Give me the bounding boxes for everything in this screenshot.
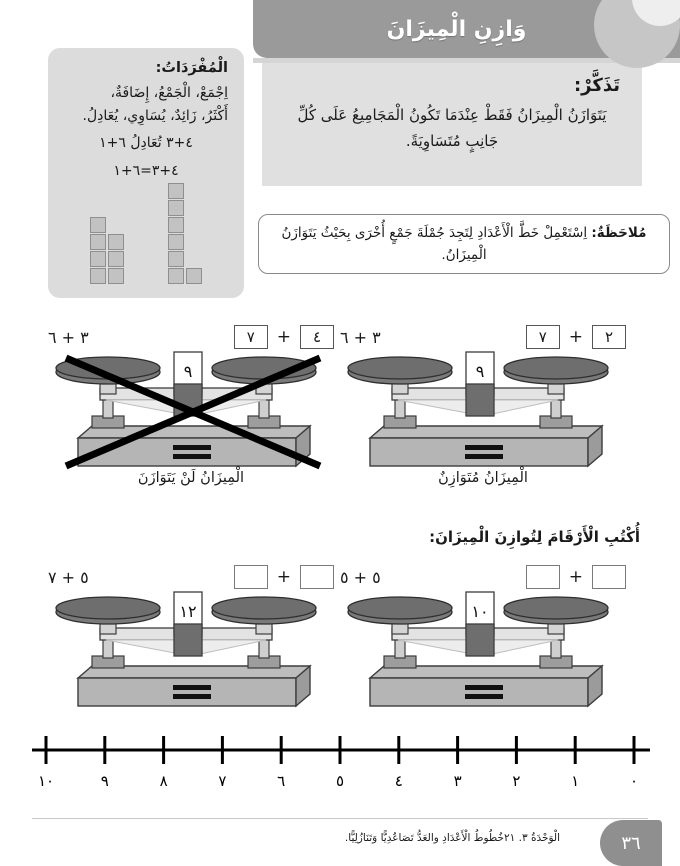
number-line-tick-label: ١ bbox=[571, 772, 580, 790]
balance-scale-drawing bbox=[48, 586, 334, 718]
balance-figure-balanced bbox=[340, 322, 626, 492]
left-addend-a: ٢ bbox=[592, 325, 626, 349]
number-line-tick-label: ٠ bbox=[629, 772, 639, 790]
page-footer bbox=[0, 818, 680, 864]
balance-scale-svg bbox=[48, 586, 334, 714]
number-line-tick-label: ١٠ bbox=[37, 772, 55, 790]
unit-block bbox=[168, 217, 184, 233]
number-line-tick-label: ٩ bbox=[100, 772, 109, 790]
unit-block bbox=[168, 200, 184, 216]
left-addend-b: ٧ bbox=[234, 325, 268, 349]
plus-sign: + bbox=[276, 327, 291, 347]
left-addend-a: ٤ bbox=[300, 325, 334, 349]
balance-scale-drawing bbox=[48, 346, 334, 478]
plus-sign: + bbox=[568, 567, 583, 587]
vocabulary-line-1: اِجْمَعْ، الْجَمْعُ، إِضَافَةٌ، bbox=[110, 85, 228, 101]
number-line-tick-label: ٤ bbox=[394, 772, 403, 790]
unit-block bbox=[168, 251, 184, 267]
vocabulary-title: الْمُفْرَدَاتُ: bbox=[155, 60, 228, 76]
block-group-left bbox=[90, 217, 124, 284]
vocabulary-equation-symbols: ٤+٣=٦+١ bbox=[113, 162, 179, 179]
unit-block bbox=[168, 183, 184, 199]
remember-title: تَذَكَّرْ: bbox=[573, 75, 620, 96]
block-towers bbox=[48, 212, 244, 284]
number-line-tick-label: ٨ bbox=[159, 772, 168, 790]
balance-scale-svg bbox=[48, 346, 334, 474]
unit-block bbox=[90, 268, 106, 284]
unit-block bbox=[90, 217, 106, 233]
number-line-tick-label: ٢ bbox=[512, 772, 521, 790]
page-number-badge: ٣٦ bbox=[600, 820, 662, 866]
unit-block bbox=[168, 268, 184, 284]
right-expression: ٥ + ٥ bbox=[340, 567, 381, 587]
note-text bbox=[273, 223, 655, 266]
scale-pointer-value: ٩ bbox=[475, 362, 485, 381]
page-title: وَازِنِ الْمِيزَانَ bbox=[386, 16, 527, 42]
unit-block bbox=[90, 234, 106, 250]
right-expression: ٥ + ٧ bbox=[48, 567, 89, 587]
note-body: اِسْتَعْمِلْ خَطَّ الْأَعْدَادِ لِتَجِدَ جُمْلَةَ جَمْعٍ أُخْرَى بِحَيْثُ يَتَوَازَنُ الْمِيزَانُ. bbox=[281, 225, 592, 263]
right-expression: ٣ + ٦ bbox=[48, 327, 89, 347]
number-line-tick-label: ٦ bbox=[277, 772, 286, 790]
number-line-tick-label: ٥ bbox=[335, 772, 345, 790]
scale-pointer-value: ٩ bbox=[183, 362, 193, 381]
footer-divider bbox=[32, 818, 648, 819]
left-addend-b: ٧ bbox=[526, 325, 560, 349]
unit-block bbox=[90, 251, 106, 267]
vocabulary-line-2: أَكْثَرُ، زَائِدٌ، يُسَاوِي، يُعَادِلُ. bbox=[82, 108, 228, 125]
vocabulary-equation-words: ٤+٣ تُعَادِلُ ٦+١ bbox=[99, 135, 193, 152]
remember-text: يَتَوَازَنُ الْمِيزَانُ فَقَطْ عِنْدَمَا تَكُونُ الْمَجَامِيعُ عَلَى كُلِّ جَانِبٍ مُتَسَاوِيَةً. bbox=[297, 106, 607, 151]
note-box bbox=[258, 214, 670, 274]
plus-sign: + bbox=[276, 567, 291, 587]
scale-caption: الْمِيزَانُ لَنْ يَتَوَازَنَ bbox=[137, 470, 245, 486]
scale-caption: الْمِيزَانُ مُتَوَازِنٌ bbox=[438, 470, 528, 486]
scale-pointer-value: ١٠ bbox=[471, 602, 489, 621]
unit-block bbox=[186, 268, 202, 284]
balance-scale-svg bbox=[340, 586, 626, 714]
vocabulary-box bbox=[48, 48, 244, 298]
balance-scale-drawing bbox=[340, 586, 626, 718]
balance-figure-unbalanced bbox=[48, 322, 334, 492]
block-column bbox=[168, 183, 184, 284]
block-column bbox=[90, 217, 106, 284]
unit-block bbox=[108, 234, 124, 250]
number-line bbox=[28, 728, 652, 798]
number-line-tick-label: ٣ bbox=[453, 772, 462, 790]
number-line-svg bbox=[28, 728, 652, 798]
balance-scale-drawing bbox=[340, 346, 626, 478]
unit-block bbox=[168, 234, 184, 250]
balance-scale-svg bbox=[340, 346, 626, 474]
number-line-tick-label: ٧ bbox=[218, 772, 227, 790]
unit-block bbox=[108, 268, 124, 284]
remember-box bbox=[262, 63, 642, 186]
note-label: مُلاحَظَةٌ: bbox=[591, 225, 647, 241]
exercise-balance-left bbox=[48, 562, 334, 712]
block-column bbox=[108, 234, 124, 284]
plus-sign: + bbox=[568, 327, 583, 347]
block-group-right bbox=[168, 183, 202, 284]
right-expression: ٣ + ٦ bbox=[340, 327, 381, 347]
exercise-balance-right bbox=[340, 562, 626, 712]
exercise-instruction: أُكْتُبِ الْأَرْقَامَ لِتُوازِنَ الْمِيزَانَ: bbox=[429, 528, 640, 546]
block-column bbox=[186, 268, 202, 284]
unit-block bbox=[108, 251, 124, 267]
scale-pointer-value: ١٢ bbox=[179, 602, 197, 621]
footer-caption: الْوَحْدَةُ ٣. ٢١خُطُوطُ الْأَعْدَادِ والعَدُّ تَصَاعُدِيًّا وَتَنَازُلِيًّا. bbox=[344, 832, 560, 844]
